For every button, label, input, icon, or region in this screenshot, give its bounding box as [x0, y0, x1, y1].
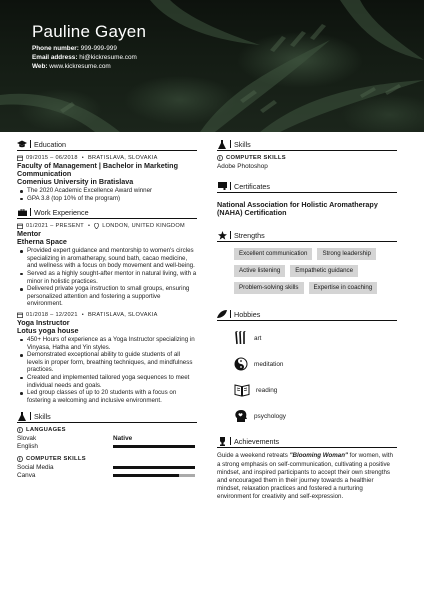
languages-subheading: i LANGUAGES: [17, 427, 197, 433]
work-role: Mentor: [17, 229, 41, 239]
svg-text:i: i: [19, 456, 21, 462]
right-column: [217, 140, 397, 502]
education-location: BRATISLAVA, SLOVAKIA: [88, 155, 158, 161]
work-location: LONDON, UNITED KINGDOM: [102, 223, 185, 230]
skill-row-canva: Canva: [17, 471, 197, 479]
work-company: Etherna Space: [17, 237, 67, 247]
location-pin-icon: [94, 223, 99, 229]
contact-phone: Phone number: 999-999-999: [32, 45, 117, 52]
work-role: Yoga Instructor: [17, 317, 70, 327]
strength-pill: Problem-solving skills: [234, 282, 304, 294]
work-company: Lotus yoga house: [17, 325, 79, 335]
computer-skills-subheading: i COMPUTER SKILLS: [17, 456, 197, 462]
certificate-item: National Association for Holistic Aromatherapy (NAHA) Certification: [217, 200, 378, 218]
skill-meter: [113, 445, 195, 448]
svg-text:i: i: [19, 427, 21, 433]
candidate-name: Pauline Gayen: [32, 22, 147, 41]
skills-heading: Skills: [17, 412, 197, 423]
speech-bubble-icon: [17, 427, 23, 433]
computer-skills-subheading: i COMPUTER SKILLS: [217, 155, 397, 161]
education-school: Comenius University in Bratislava: [17, 177, 134, 186]
trophy-icon: [217, 437, 227, 446]
brush-icon: [234, 331, 248, 345]
education-item: 09/2015 – 06/2018 • BRATISLAVA, SLOVAKIA Faculty of Management | Bachelor in Marketing Communication Comenius University in Bratislava The 2020 Academic Excellence Award winner GPA 3.8 (top 10% of the program): [17, 155, 197, 202]
hobby-item: art: [234, 325, 318, 351]
list-item: Served as a highly sought-after mentor in natural living, with a minor in holistic practices.: [17, 270, 197, 285]
contact-web[interactable]: Web: www.kickresume.com: [32, 63, 111, 70]
briefcase-icon: [17, 208, 27, 217]
strengths-list: [234, 248, 397, 294]
certificates-heading: Certificates: [217, 182, 397, 193]
strength-pill: Expertise in coaching: [309, 282, 378, 294]
list-item: Delivered private yoga instruction to small groups, ensuring personalized attention and fostering a supportive environment.: [17, 285, 197, 308]
work-bullets: [17, 336, 197, 404]
education-degree: Faculty of Management | Bachelor in Marketing Communication: [17, 161, 178, 178]
education-bullets: [17, 187, 197, 202]
work-date: 01/2018 – 12/2021: [26, 311, 78, 318]
list-item: Demonstrated exceptional ability to guide students of all levels in proper form, breathing techniques, and mindfulness practices.: [17, 351, 197, 374]
list-item: 450+ Hours of experience as a Yoga Instructor specializing in Vinyasa, Hatha and Yin styles.: [17, 336, 197, 351]
work-item: 01/2021 – PRESENT • LONDON, UNITED KINGDOM Mentor Etherna Space Provided expert guidance and mentorship to women's circles specializing in aromatherapy, sound bath, cacao medicine, and wellness with a focus on body movement and well-being. Served as a highly sought-after mentor in natural living, with a minor in holistic practices. Delivered private yoga instruction to small groups, ensuring personalized attention and fostering a supportive environment.: [17, 223, 197, 308]
skill-level-text: Native: [113, 434, 133, 442]
skill-row-social-media: Social Media: [17, 463, 197, 471]
work-date: 01/2021 – PRESENT: [26, 223, 84, 230]
list-item: Led group classes of up to 20 students with a focus on fostering a welcoming and inclusive environment.: [17, 389, 197, 404]
list-item: GPA 3.8 (top 10% of the program): [17, 195, 197, 203]
achievement-text: Guide a weekend retreats "Blooming Woman" for women, with a strong emphasis on self-communication, cultivating a positive mindset, and inspired participants to accept their own strengths and encouraged them in their journey towards a healthier mindset, relaxation practices and fostered a nurturing environment for creativity and self-expression.: [217, 452, 393, 501]
achievements-heading: Achievements: [217, 437, 397, 448]
book-icon: [234, 383, 250, 397]
work-bullets: [17, 247, 197, 308]
skill-row-slovak: Slovak Native: [17, 434, 133, 442]
strength-pill: Excellent communication: [234, 248, 312, 260]
skill-row-photoshop: Adobe Photoshop: [217, 162, 268, 170]
work-item: 01/2018 – 12/2021 • BRATISLAVA, SLOVAKIA Yoga Instructor Lotus yoga house 450+ Hours of experience as a Yoga Instructor specializing in Vinyasa, Hatha and Yin styles. Demonstrated exceptional ability to guide students of all levels in proper form, breathing techniques, and mindfulness practices. Created and implemented tailored yoga sequences to meet individual needs and goals. Led group classes of up to 20 students with a focus on fostering a welcoming and inclusive environment.: [17, 312, 197, 404]
strengths-heading: Strengths: [217, 231, 397, 242]
strength-pill: Strong leadership: [317, 248, 376, 260]
education-date: 09/2015 – 06/2018: [26, 155, 78, 161]
list-item: Created and implemented tailored yoga sequences to meet individual needs and goals.: [17, 374, 197, 389]
leaf-icon: [217, 310, 227, 319]
left-column: [17, 140, 197, 480]
education-heading: Education: [17, 140, 197, 151]
skill-meter: [113, 474, 195, 477]
flask-icon: [217, 140, 227, 149]
contact-email[interactable]: Email address: hi@kickresume.com: [32, 54, 137, 61]
skill-meter: [113, 466, 195, 469]
achievement-emphasis: "Blooming Woman": [289, 452, 348, 460]
list-item: The 2020 Academic Excellence Award winner: [17, 187, 197, 195]
flask-icon: [17, 412, 27, 421]
graduation-cap-icon: [17, 140, 27, 149]
hobby-item: meditation: [234, 351, 318, 377]
info-circle-icon: [217, 155, 223, 161]
header-text: [32, 22, 146, 71]
heart-head-icon: [234, 409, 248, 423]
skills-heading: Skills: [217, 140, 397, 151]
strength-pill: Active listening: [234, 265, 285, 277]
star-icon: [217, 231, 227, 240]
strength-pill: Empathetic guidance: [290, 265, 358, 277]
header-banner: [0, 0, 424, 132]
yin-yang-icon: [234, 357, 248, 371]
certificate-icon: [217, 182, 227, 191]
work-heading: Work Experience: [17, 208, 197, 219]
list-item: Provided expert guidance and mentorship to women's circles specializing in aromatherapy, sound bath, cacao medicine, and wellness with a focus on body movement and well-being.: [17, 247, 197, 270]
skill-row-english: English: [17, 443, 197, 451]
svg-text:i: i: [219, 155, 221, 161]
info-circle-icon: [17, 456, 23, 462]
hobby-item: psychology: [234, 403, 318, 429]
hobbies-heading: Hobbies: [217, 310, 397, 321]
hobbies-list: [234, 325, 397, 429]
hobby-item: reading: [234, 377, 318, 403]
work-location: BRATISLAVA, SLOVAKIA: [88, 311, 158, 318]
